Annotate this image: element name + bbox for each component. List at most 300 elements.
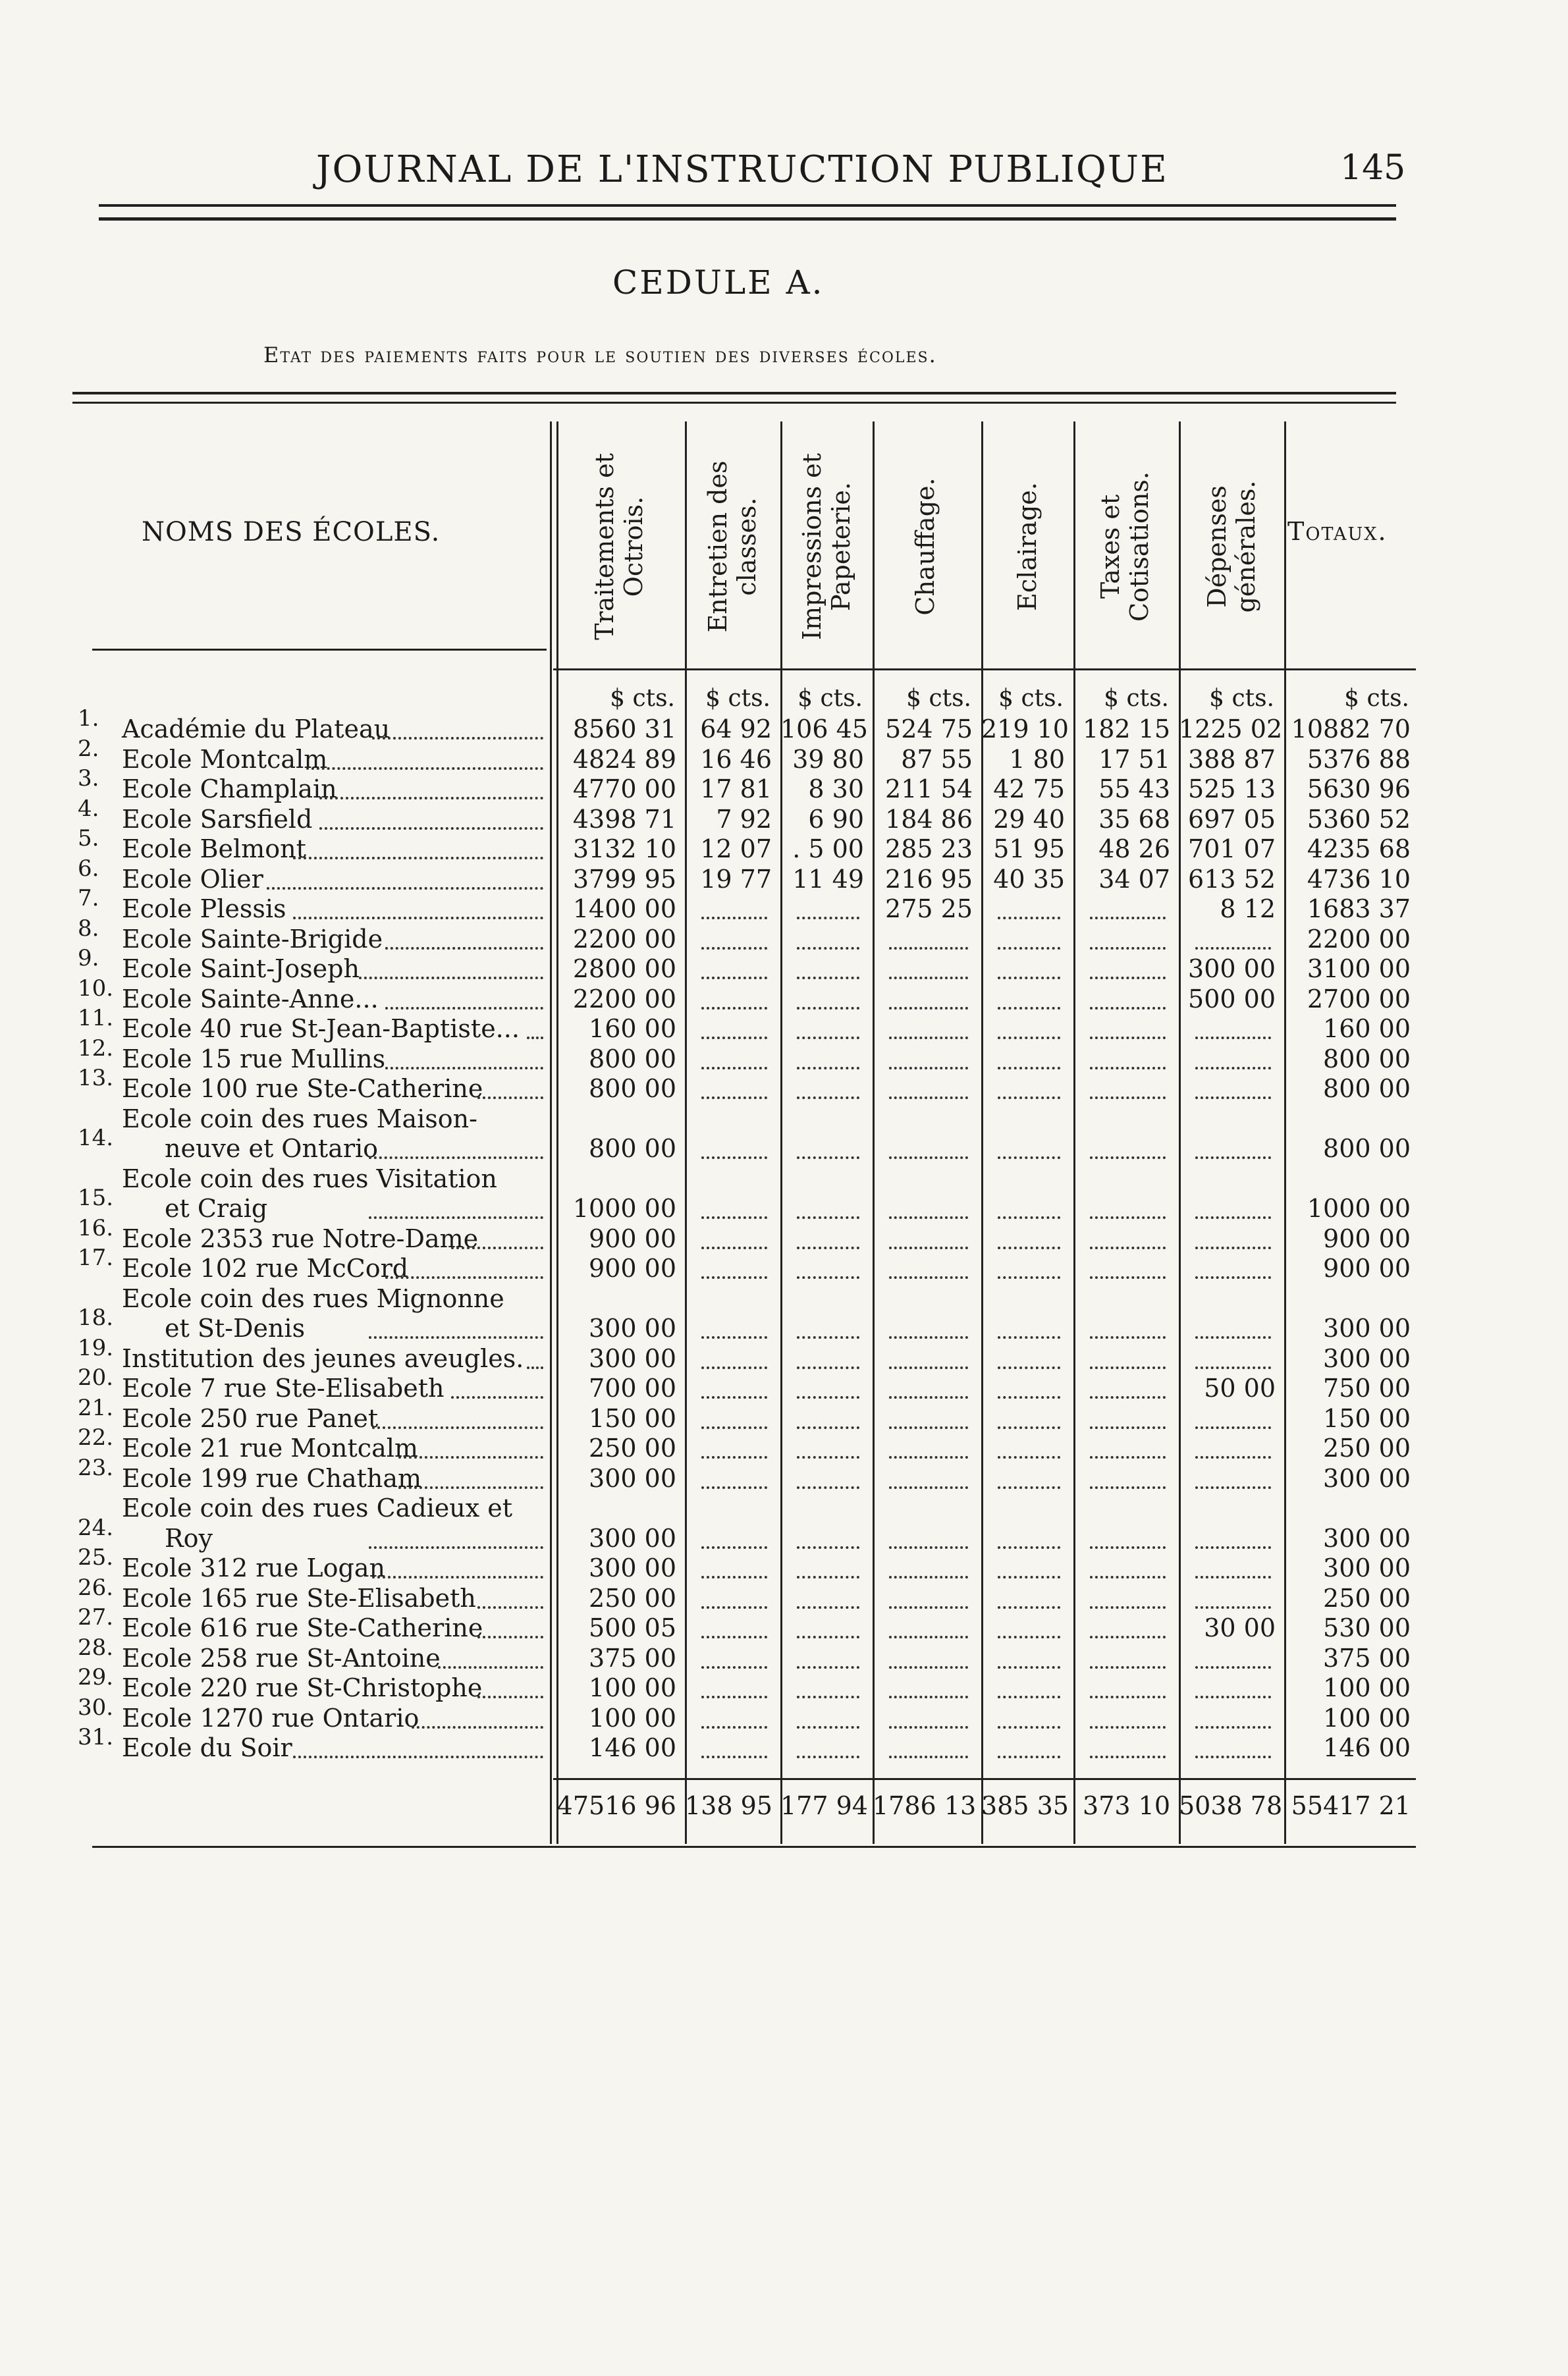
empty-cell-dots — [701, 1753, 767, 1758]
empty-cell-dots — [701, 944, 767, 950]
row-number: 1. — [78, 705, 99, 732]
amount-cell: 900 00 — [589, 1254, 676, 1283]
leader-dots — [267, 884, 543, 890]
amount-cell: 375 00 — [1323, 1643, 1411, 1673]
amount-cell: 300 00 — [1323, 1343, 1411, 1373]
empty-cell-dots — [797, 1274, 859, 1279]
empty-cell-dots — [1195, 1753, 1271, 1758]
row-number: 15. — [78, 1185, 114, 1211]
school-name: Institution des jeunes aveugles. — [122, 1343, 524, 1373]
amount-cell: 8 30 — [808, 774, 864, 803]
empty-cell-dots — [797, 974, 859, 979]
empty-cell-dots — [889, 974, 968, 979]
empty-cell-dots — [1195, 1034, 1271, 1039]
leader-dots — [369, 1214, 543, 1219]
empty-cell-dots — [797, 1214, 859, 1219]
amount-cell: 525 13 — [1188, 774, 1276, 803]
total-cell: 1786 13 — [873, 1791, 977, 1820]
amount-cell: 285 23 — [885, 834, 973, 863]
school-name: Ecole 2353 rue Notre-Dame — [122, 1224, 479, 1253]
empty-cell-dots — [701, 1004, 767, 1010]
amount-cell: 5376 88 — [1307, 744, 1411, 774]
school-name: Ecole 258 rue St-Antoine — [122, 1643, 441, 1673]
cedule-subtitle: Etat des paiements faits pour le soutien des diverses écoles. — [263, 342, 937, 367]
empty-cell-dots — [1090, 1453, 1166, 1459]
empty-cell-dots — [889, 1424, 968, 1429]
amount-cell: 250 00 — [1323, 1583, 1411, 1613]
column-header-3: Impressions et Papeterie. — [798, 453, 855, 640]
amount-cell: 106 45 — [780, 715, 868, 743]
empty-cell-dots — [701, 1154, 767, 1159]
header-rule-bottom — [99, 217, 1396, 221]
amount-cell: 300 00 — [1323, 1523, 1411, 1553]
amount-cell: 6 90 — [808, 804, 864, 834]
school-name: Ecole coin des rues Visitation — [122, 1164, 497, 1193]
amount-cell: 300 00 — [1323, 1314, 1411, 1343]
empty-cell-dots — [889, 1723, 968, 1729]
empty-cell-dots — [1090, 1573, 1166, 1579]
empty-cell-dots — [998, 1034, 1060, 1039]
column-separator — [981, 421, 983, 1844]
empty-cell-dots — [701, 974, 767, 979]
empty-cell-dots — [998, 944, 1060, 950]
page-number: 145 — [1340, 148, 1406, 188]
leader-dots — [293, 854, 543, 859]
empty-cell-dots — [998, 1604, 1060, 1609]
empty-cell-dots — [998, 1154, 1060, 1159]
total-cell: 47516 96 — [556, 1791, 676, 1820]
leader-dots — [359, 974, 543, 979]
empty-cell-dots — [998, 1393, 1060, 1399]
leader-dots — [293, 1753, 543, 1758]
row-number: 23. — [78, 1454, 114, 1481]
amount-cell: 8 12 — [1220, 894, 1276, 923]
school-name: Ecole Champlain — [122, 774, 337, 803]
school-name: Ecole du Soir — [122, 1733, 292, 1762]
row-number: 28. — [78, 1634, 114, 1661]
amount-cell: 100 00 — [1323, 1703, 1411, 1733]
row-number: 3. — [78, 765, 99, 792]
amount-cell: 7 92 — [716, 804, 772, 834]
table-top-rule-2 — [72, 402, 1396, 404]
empty-cell-dots — [1195, 1244, 1271, 1249]
empty-cell-dots — [998, 1753, 1060, 1758]
empty-cell-dots — [701, 1573, 767, 1579]
column-separator — [685, 421, 687, 1844]
empty-cell-dots — [1090, 1633, 1166, 1638]
school-name: Ecole 165 rue Ste-Elisabeth — [122, 1583, 476, 1613]
amount-cell: 42 75 — [993, 774, 1065, 803]
empty-cell-dots — [701, 1393, 767, 1399]
empty-cell-dots — [889, 1004, 968, 1010]
column-separator — [873, 421, 875, 1844]
amount-cell: 211 54 — [885, 774, 973, 803]
amount-cell: 2200 00 — [572, 984, 676, 1013]
empty-cell-dots — [1195, 1154, 1271, 1159]
leader-dots — [372, 1424, 543, 1429]
amount-cell: 700 00 — [589, 1374, 676, 1403]
units-label: $ cts. — [906, 685, 971, 712]
amount-cell: 250 00 — [1323, 1434, 1411, 1463]
school-name: Ecole 40 rue St-Jean-Baptiste... — [122, 1014, 520, 1043]
total-cell: 373 10 — [1083, 1791, 1170, 1820]
row-number: 30. — [78, 1694, 114, 1721]
school-name: Ecole Sainte-Brigide — [122, 924, 383, 954]
empty-cell-dots — [889, 1274, 968, 1279]
empty-cell-dots — [701, 1604, 767, 1609]
amount-cell: 750 00 — [1323, 1374, 1411, 1403]
school-name: Ecole 15 rue Mullins — [122, 1044, 386, 1073]
empty-cell-dots — [1195, 1693, 1271, 1698]
leader-dots — [369, 1334, 543, 1339]
empty-cell-dots — [998, 1633, 1060, 1638]
total-cell: 385 35 — [981, 1791, 1069, 1820]
empty-cell-dots — [998, 1064, 1060, 1069]
empty-cell-dots — [889, 1393, 968, 1399]
amount-cell: 800 00 — [1323, 1074, 1411, 1103]
row-number: 22. — [78, 1424, 114, 1451]
empty-cell-dots — [1195, 1334, 1271, 1339]
column-header-totaux: Totaux. — [1287, 517, 1388, 546]
column-header-4: Chauffage. — [911, 477, 940, 616]
empty-cell-dots — [889, 1544, 968, 1549]
empty-cell-dots — [701, 1094, 767, 1099]
empty-cell-dots — [998, 1693, 1060, 1698]
empty-cell-dots — [797, 1693, 859, 1698]
empty-cell-dots — [998, 914, 1060, 919]
empty-cell-dots — [889, 1334, 968, 1339]
names-header-rule — [92, 649, 547, 651]
empty-cell-dots — [1090, 1004, 1166, 1010]
amount-cell: 1400 00 — [572, 894, 676, 923]
empty-cell-dots — [998, 1244, 1060, 1249]
school-name-continued: et Craig — [165, 1194, 268, 1223]
amount-cell: 900 00 — [1323, 1254, 1411, 1283]
journal-title: JOURNAL DE L'INSTRUCTION PUBLIQUE — [316, 148, 1168, 191]
amount-cell: 800 00 — [1323, 1044, 1411, 1073]
empty-cell-dots — [889, 1633, 968, 1638]
leader-dots — [398, 1484, 543, 1489]
amount-cell: 4736 10 — [1307, 864, 1411, 894]
row-number: 18. — [78, 1305, 114, 1331]
amount-cell: 524 75 — [885, 715, 973, 743]
empty-cell-dots — [797, 1364, 859, 1369]
amount-cell: 1000 00 — [1307, 1194, 1411, 1223]
amount-cell: 34 07 — [1098, 864, 1170, 894]
amount-cell: 100 00 — [589, 1673, 676, 1702]
empty-cell-dots — [998, 1573, 1060, 1579]
amount-cell: 2700 00 — [1307, 984, 1411, 1013]
amount-cell: 40 35 — [993, 864, 1065, 894]
empty-cell-dots — [797, 1544, 859, 1549]
cedule-title: CEDULE A. — [612, 263, 825, 302]
empty-cell-dots — [998, 1544, 1060, 1549]
amount-cell: 250 00 — [589, 1583, 676, 1613]
empty-cell-dots — [1195, 1723, 1271, 1729]
units-label: $ cts. — [705, 685, 770, 712]
empty-cell-dots — [701, 1663, 767, 1669]
empty-cell-dots — [998, 1094, 1060, 1099]
school-name: Ecole 250 rue Panet — [122, 1403, 379, 1433]
amount-cell: 697 05 — [1188, 804, 1276, 834]
empty-cell-dots — [701, 1034, 767, 1039]
empty-cell-dots — [889, 1034, 968, 1039]
amount-cell: 300 00 — [589, 1523, 676, 1553]
amount-cell: 530 00 — [1323, 1613, 1411, 1642]
total-cell: 55417 21 — [1291, 1791, 1411, 1820]
school-name-continued: et St-Denis — [165, 1314, 306, 1343]
row-number: 13. — [78, 1065, 114, 1091]
empty-cell-dots — [1090, 944, 1166, 950]
row-number: 21. — [78, 1394, 114, 1421]
amount-cell: 100 00 — [589, 1703, 676, 1733]
school-name-continued: Roy — [165, 1523, 213, 1553]
leader-dots — [369, 1154, 543, 1159]
leader-dots — [293, 914, 543, 919]
empty-cell-dots — [701, 914, 767, 919]
empty-cell-dots — [797, 944, 859, 950]
empty-cell-dots — [1090, 1214, 1166, 1219]
amount-cell: 250 00 — [589, 1434, 676, 1463]
empty-cell-dots — [998, 974, 1060, 979]
empty-cell-dots — [889, 1753, 968, 1758]
school-name: Ecole Montcalm — [122, 744, 328, 774]
school-name: Ecole 100 rue Ste-Catherine — [122, 1074, 483, 1103]
column-header-7: Dépenses générales. — [1203, 480, 1260, 613]
school-name: Ecole 220 rue St-Christophe — [122, 1673, 483, 1702]
empty-cell-dots — [1195, 1214, 1271, 1219]
empty-cell-dots — [797, 1334, 859, 1339]
column-header-5: Eclairage. — [1013, 482, 1042, 611]
amount-cell: 500 00 — [1188, 984, 1276, 1013]
amount-cell: 100 00 — [1323, 1673, 1411, 1702]
empty-cell-dots — [1090, 1334, 1166, 1339]
leader-dots — [527, 1034, 543, 1039]
leader-dots — [438, 1663, 543, 1669]
empty-cell-dots — [889, 1094, 968, 1099]
empty-cell-dots — [797, 1064, 859, 1069]
school-name: Ecole coin des rues Mignonne — [122, 1283, 504, 1313]
school-name: Ecole 616 rue Ste-Catherine — [122, 1613, 483, 1642]
leader-dots — [319, 824, 543, 830]
amount-cell: 2800 00 — [572, 954, 676, 983]
school-name: Ecole 7 rue Ste-Elisabeth — [122, 1374, 445, 1403]
empty-cell-dots — [1090, 1364, 1166, 1369]
leader-dots — [385, 944, 543, 950]
amount-cell: 160 00 — [1323, 1014, 1411, 1043]
row-number: 9. — [78, 945, 99, 971]
row-number: 19. — [78, 1334, 114, 1361]
empty-cell-dots — [1195, 1484, 1271, 1489]
leader-dots — [477, 1633, 543, 1638]
leader-dots — [385, 1004, 543, 1010]
amount-cell: 17 81 — [700, 774, 772, 803]
empty-cell-dots — [1090, 1753, 1166, 1758]
total-cell: 177 94 — [780, 1791, 868, 1820]
amount-cell: 2200 00 — [1307, 924, 1411, 954]
units-label: $ cts. — [998, 685, 1064, 712]
amount-cell: 5360 52 — [1307, 804, 1411, 834]
school-name: Ecole 312 rue Logan — [122, 1553, 386, 1582]
row-number: 16. — [78, 1214, 114, 1241]
empty-cell-dots — [797, 1393, 859, 1399]
empty-cell-dots — [701, 1723, 767, 1729]
units-label: $ cts. — [1209, 685, 1274, 712]
amount-cell: 3132 10 — [572, 834, 676, 863]
empty-cell-dots — [1090, 1544, 1166, 1549]
units-label: $ cts. — [610, 685, 675, 712]
names-header: NOMS DES ÉCOLES. — [142, 517, 441, 547]
amount-cell: 613 52 — [1188, 864, 1276, 894]
amount-cell: 219 10 — [981, 715, 1069, 743]
empty-cell-dots — [1195, 1544, 1271, 1549]
column-separator — [1073, 421, 1075, 1844]
empty-cell-dots — [1195, 1604, 1271, 1609]
empty-cell-dots — [701, 1633, 767, 1638]
empty-cell-dots — [797, 1633, 859, 1638]
empty-cell-dots — [701, 1364, 767, 1369]
leader-dots — [451, 1244, 543, 1249]
amount-cell: 55 43 — [1098, 774, 1170, 803]
amount-cell: 16 46 — [700, 744, 772, 774]
row-number: 14. — [78, 1125, 114, 1151]
amount-cell: 48 26 — [1098, 834, 1170, 863]
empty-cell-dots — [889, 1154, 968, 1159]
amount-cell: 800 00 — [589, 1134, 676, 1163]
amount-cell: 50 00 — [1204, 1374, 1276, 1403]
empty-cell-dots — [998, 1453, 1060, 1459]
amount-cell: 500 05 — [589, 1613, 676, 1642]
empty-cell-dots — [1090, 1064, 1166, 1069]
empty-cell-dots — [1090, 1723, 1166, 1729]
row-number: 4. — [78, 795, 99, 822]
column-header-1: Traitements et Octrois. — [590, 453, 648, 640]
leader-dots — [398, 1453, 543, 1459]
empty-cell-dots — [1090, 1604, 1166, 1609]
empty-cell-dots — [1090, 1244, 1166, 1249]
amount-cell: 160 00 — [589, 1014, 676, 1043]
amount-cell: 39 80 — [792, 744, 864, 774]
empty-cell-dots — [998, 1334, 1060, 1339]
amount-cell: 900 00 — [1323, 1224, 1411, 1253]
amount-cell: 87 55 — [901, 744, 973, 774]
leader-dots — [477, 1094, 543, 1099]
empty-cell-dots — [701, 1274, 767, 1279]
amount-cell: 1000 00 — [572, 1194, 676, 1223]
empty-cell-dots — [889, 1663, 968, 1669]
school-name: Académie du Plateau — [122, 715, 391, 743]
empty-cell-dots — [889, 1573, 968, 1579]
amount-cell: 300 00 — [589, 1314, 676, 1343]
school-name: Ecole 199 rue Chatham — [122, 1463, 422, 1493]
school-name: Ecole 21 rue Montcalm — [122, 1434, 418, 1463]
empty-cell-dots — [1090, 1034, 1166, 1039]
row-number: 6. — [78, 855, 99, 882]
amount-cell: 64 92 — [700, 715, 772, 743]
amount-cell: 300 00 — [589, 1463, 676, 1493]
leader-dots — [385, 1064, 543, 1069]
empty-cell-dots — [701, 1424, 767, 1429]
empty-cell-dots — [797, 1034, 859, 1039]
amount-cell: 1225 02 — [1179, 715, 1283, 743]
amount-cell: 375 00 — [589, 1643, 676, 1673]
empty-cell-dots — [998, 1723, 1060, 1729]
empty-cell-dots — [1195, 1094, 1271, 1099]
empty-cell-dots — [1195, 1453, 1271, 1459]
amount-cell: 12 07 — [700, 834, 772, 863]
row-number: 27. — [78, 1604, 114, 1631]
empty-cell-dots — [797, 1424, 859, 1429]
empty-cell-dots — [1090, 1693, 1166, 1698]
empty-cell-dots — [1090, 1274, 1166, 1279]
column-separator — [550, 421, 552, 1844]
school-name: Ecole Saint-Joseph — [122, 954, 360, 983]
empty-cell-dots — [1195, 1424, 1271, 1429]
empty-cell-dots — [1090, 1484, 1166, 1489]
table-bottom-rule — [92, 1846, 1416, 1848]
amount-cell: 11 49 — [792, 864, 864, 894]
empty-cell-dots — [998, 1424, 1060, 1429]
column-header-6: Taxes et Cotisations. — [1096, 472, 1154, 622]
empty-cell-dots — [797, 1154, 859, 1159]
header-rule-top — [99, 204, 1396, 207]
empty-cell-dots — [998, 1274, 1060, 1279]
empty-cell-dots — [701, 1693, 767, 1698]
amount-cell: 3100 00 — [1307, 954, 1411, 983]
row-number: 2. — [78, 735, 99, 762]
amount-cell: 216 95 — [885, 864, 973, 894]
empty-cell-dots — [701, 1453, 767, 1459]
amount-cell: 3799 95 — [572, 864, 676, 894]
amount-cell: 35 68 — [1098, 804, 1170, 834]
amount-cell: 275 25 — [885, 894, 973, 923]
empty-cell-dots — [797, 1604, 859, 1609]
amount-cell: 150 00 — [1323, 1403, 1411, 1433]
amount-cell: . 5 00 — [792, 834, 864, 863]
units-label: $ cts. — [798, 685, 863, 712]
row-number: 24. — [78, 1514, 114, 1541]
amount-cell: 701 07 — [1188, 834, 1276, 863]
empty-cell-dots — [1195, 1573, 1271, 1579]
amount-cell: 2200 00 — [572, 924, 676, 954]
empty-cell-dots — [1195, 1364, 1271, 1369]
empty-cell-dots — [797, 1663, 859, 1669]
empty-cell-dots — [701, 1544, 767, 1549]
amount-cell: 182 15 — [1083, 715, 1170, 743]
empty-cell-dots — [701, 1244, 767, 1249]
row-number: 26. — [78, 1574, 114, 1601]
empty-cell-dots — [889, 1453, 968, 1459]
amount-cell: 1683 37 — [1307, 894, 1411, 923]
empty-cell-dots — [1090, 1154, 1166, 1159]
leader-dots — [451, 1393, 543, 1399]
amount-cell: 800 00 — [589, 1044, 676, 1073]
row-number: 7. — [78, 885, 99, 911]
amount-cell: 800 00 — [589, 1074, 676, 1103]
amount-cell: 30 00 — [1204, 1613, 1276, 1642]
amount-cell: 300 00 — [1323, 1463, 1411, 1493]
empty-cell-dots — [1090, 1094, 1166, 1099]
leader-dots — [319, 794, 543, 799]
leader-dots — [372, 1573, 543, 1579]
amount-cell: 51 95 — [993, 834, 1065, 863]
total-cell: 5038 78 — [1179, 1791, 1283, 1820]
empty-cell-dots — [797, 1004, 859, 1010]
school-name-continued: neuve et Ontario — [165, 1134, 379, 1163]
school-name: Ecole 102 rue McCord — [122, 1254, 409, 1283]
empty-cell-dots — [998, 1004, 1060, 1010]
amount-cell: 900 00 — [589, 1224, 676, 1253]
